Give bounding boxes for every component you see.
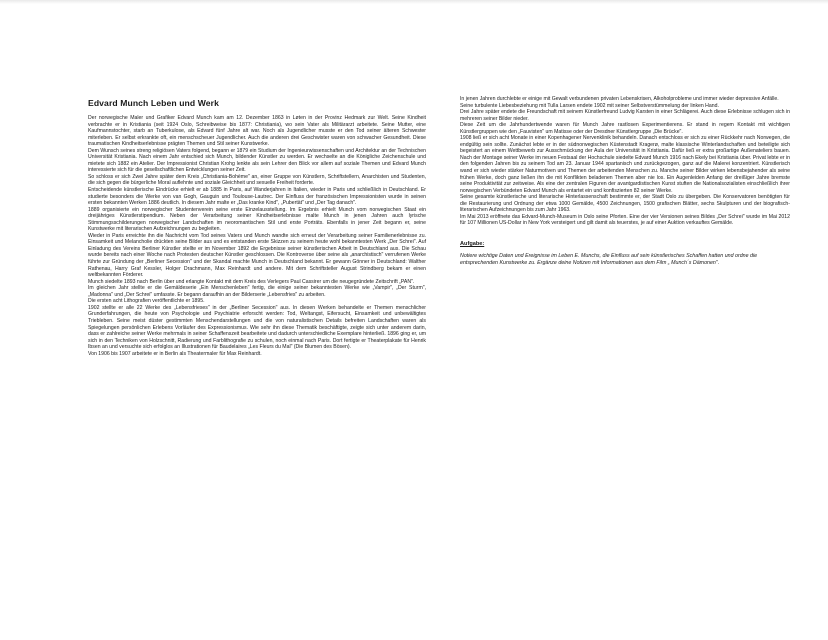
task-text: Notiere wichtige Daten und Ereignisse im Leben E. Munchs, die Einfluss auf sein künstlerisches Schaffen hatten und ordne die entsprechenden Kunstwerke zu. Ergänze deine Notizen mit Informationen aus dem Film „ Munch´s Dämonen".	[460, 252, 758, 266]
paragraph: So schloss er sich Zwei Jahre später dem Kreis „Christiania-Bohème" an, einer Gruppe von Künstlern, Schriftstellern, Anarchisten und Studenten, die sich gegen die bürgerliche Moral auflehnte und soziale Gleichheit und sexuelle Freiheit forderte.	[88, 173, 426, 187]
scan-edge	[0, 0, 828, 4]
document-title: Edvard Munch Leben und Werk	[88, 98, 219, 108]
paragraph: Der norwegische Maler und Grafiker Edvard Munch kam am 12. Dezember 1863 in Løten in der Provinz Hedmark zur Welt. Seine Kindheit verbrachte er in Kristiania (seit 1924 Oslo, Schreibweise bis 1877: Christiania), wo sein Vater als Militärarzt arbeitete. Seine Mutter, eine Kaufmannstochter, starb an Tuberkulose, als Edvard fünf Jahre alt war. Noch als Jugendlicher musste er den Tod seiner älteren Schwester miterleben. Er selbst erkrankte oft, ein menschscheuer Jugendlicher. Auch die anderen drei Geschwister waren von schwacher Gesundheit. Diese traumatischen Kindheitserlebnisse prägten Themen und Stil seiner Kunstwerke.	[88, 115, 426, 148]
left-column	[88, 98, 426, 357]
right-column	[460, 96, 790, 267]
paragraph: Drei Jahre später endete die Freundschaft mit seinem Künstlerfreund Ludvig Karsten in einer Schlägerei. Auch diese Erlebnisse schlugen sich in mehreren seiner Bilder nieder.	[460, 109, 790, 122]
document-page	[68, 84, 790, 604]
task-heading: Aufgabe:	[460, 240, 485, 247]
paragraph: 1889 organisierte ein norwegischer Studentenverein seine erste Einzelausstellung. Im Ergebnis erhielt Munch vom norwegischen Staat ein dreijähriges Künstlerstipendium. Neben der Verarbeitung seiner Kindheitserlebnisse malte Munch in jenen Jahren auch lyrische Stimmungsschilderungen norwegischer Landschaften im neoromantischen Stil und erste Porträts. Ebenfalls in jener Zeit begann er, seine Kunstwerke mit literarischen Aufzeichnungen zu begleiten.	[88, 206, 426, 233]
paragraph: Wieder in Paris erreichte ihn die Nachricht vom Tod seines Vaters und Munch wandte sich erneut der Verarbeitung seiner Familienerlebnisse zu. Einsamkeit und Melancholie drückten seine Bilder aus und es entstanden erste Skizzen zu seinem heute wohl bekanntesten Werk „Der Schrei". Auf Einladung des Vereins Berliner Künstler stellte er im November 1892 die Ergebnisse seiner künstlerischen Arbeit in Deutschland aus. Die Schau wurde bereits nach einer Woche nach Protesten deutscher Künstler geschlossen. Die Kontroverse über seine als „anarchistisch" verrufenen Werke führte zur Gründung der „Berliner Secession" und der Skandal machte Munch in Deutschland bekannt. Er gewann Gönner in Deutschland: Walther Rathenau, Harry Graf Kessler, Holger Drachmann, Max Reinhardt und andere. Mit dem Schriftsteller August Strindberg bekam er einen weltbekannten Förderer.	[88, 232, 426, 279]
paragraph: Im Mai 2013 eröffnete das Edvard-Munch-Museum in Oslo seine Pforten. Eine der vier Versionen seines Bildes „Der Schrei" wurde im Mai 2012 für 107 Millionen US-Dollar in New York versteigert und gilt damit als teuerstes, je auf einer Auktion verkauftes Gemälde.	[460, 213, 790, 227]
paragraph: 1902 stellte er alle 22 Werke des „Lebensfrieses" in der „Berliner Secession" aus. In diesen Werken behandelte er Themen menschlicher Grunderfahrungen, die heute von Psychologie und Psychiatrie erforscht werden: Tod, Weltangst, Eifersucht, Einsamkeit und unbewältigtes Triebleben. Seine meist düster gestimmten Menschendarstellungen und die von naturalistischen Details befreiten Landschaften waren als Spiegelungen persönlichen Erlebens Vorläufer des Expressionismus. Wie sehr ihn diese Thematik beschäftigte, zeigte sich unter anderem darin, dass er zahlreiche seiner Werke mehrmals in seiner Schaffenszeit bearbeitete und dadurch unterschiedliche Exemplare hinterließ. 1896 ging er, um sich in den Techniken von Holzschnitt, Radierung und Farblithografie zu schulen, noch einmal nach Paris. Dort fertigte er Theaterplakate für Henrik Ibsen an und versuchte sich erfolglos an Illustrationen für Baudelaires „Les Fleurs du Mal" (Die Blumen des Bösen).	[88, 304, 426, 351]
paragraph: 1908 ließ er sich acht Monate in einer Kopenhagener Nervenklinik behandeln. Danach entschloss er sich zu einer Rückkehr nach Norwegen, die endgültig sein sollte. Zunächst lebte er in der südnorwegischen Küstenstadt Kragerø, malte klassische Winterlandschaften und beteiligte sich begeistert an einem Wettbewerb zur Ausschmückung der Aula der Universität in Kristiania. Dafür ließ er extra großartige Außenateliers bauen. Nach der Montage seiner Werke im neuen Festsaal der Hochschule siedelte Edvard Munch 1916 nach Ekely bei Kristiania über. Privat lebte er in den folgenden Jahren bis zu seinem Tod am 23. Januar 1944 spartanisch und zurückgezogen, ganz auf die Malerei konzentriert. Künstlerisch wand er sich wieder stärker Naturmotiven und Themen der arbeitenden Menschen zu. Manche seiner Bilder wirken lebensbejahender als seine frühen Werke, doch ganz ließen ihn die mit Konflikten beladenen Themen aber nie los. Ein Augenleiden Anfang der dreißiger Jahre bremste seine Produktivität zur zeitweise. Als eine der zentralen Figuren der avantgardistischen Kunst stuften die Nationalsozialisten einschließlich ihrer norwegischen Verbündeten Edvard Munch als entartet ein und konfiszierten 82 seiner Werke.	[460, 135, 790, 194]
paragraph: Von 1906 bis 1907 arbeitete er in Berlin als Theatermaler für Max Reinhardt.	[88, 350, 262, 357]
paragraph: Munch siedelte 1893 nach Berlin über und erlangte Kontakt mit dem Kreis des Verlegers Paul Cassirer um die neugegründete Zeitschrift „PAN".	[88, 278, 415, 285]
paragraph: Dem Wunsch seines streng religiösen Vaters folgend, begann er 1879 ein Studium der Ingenieurwissenschaften und Architektur an der Technischen Universität Kristiania. Nach einem Jahr entschied sich Munch, bildender Künstler zu werden. Er wechselte an die Königliche Zeichenschule und mietete sich 1882 ein Atelier. Der Impressionist Christian Krohg lenkte als sein Lehrer den Blick vor allem auf soziale Themen und Edvard Munch interessierte sich für die gesellschaftlichen Entwicklungen seiner Zeit.	[88, 147, 426, 174]
paragraph: Entscheidende künstlerische Eindrücke erhielt er ab 1885 in Paris, auf Wanderjahren in Italien, wieder in Paris und schließlich in Deutschland. Er studierte besonders die Werke von van Gogh, Gauguin und Toulouse-Lautrec. Der Einfluss der französischen Impressionisten wurde in seinen ersten bekannten Werken 1886 deutlich. In diesem Jahr malte er „Das kranke Kind", „Pubertät" und „Der Tag danach".	[88, 187, 426, 207]
paragraph: Diese Zeit um die Jahrhundertwende waren für Munch Jahre rastlosen Experimentierens. Er stand in regem Kontakt mit wichtigen Künstlergruppen wie den „Fauvisten" um Matisse oder der Dresdner Künstlergruppe „Die Brücke".	[460, 122, 790, 135]
paragraph: In jenen Jahren durchlebte er einige mit Gewalt verbundenen privaten Lebenskrisen, Alkoholprobleme und immer wieder depressive Anfälle.	[460, 96, 779, 102]
paragraph: Die ersten acht Lithografien veröffentlichte er 1895.	[88, 298, 205, 305]
paragraph: Im gleichen Jahr stellte er die Gemäldeserie „Ein Menschenleben" fertig, die einige seiner bekanntesten Werke wie „Vampir", „Der Sturm", „Madonna" und „Der Schrei" umfasste. Er begann daraufhin an der Bilderserie „Lebensfries" zu arbeiten.	[88, 285, 426, 298]
paragraph: Seine turbulente Liebesbeziehung mit Tulla Larsen endete 1902 mit seiner Selbstverstümmelung der linken Hand.	[460, 102, 719, 109]
paragraph: Seine gesamte künstlerische und literarische Hinterlassenschaft bestimmte er, der Stadt Oslo zu übergeben. Die Konservatoren benötigten für die Restaurierung und Ordnung der etwa 1000 Gemälde, 4500 Zeichnungen, 1500 grafischen Blätter, sechs Skulpturen und der biografisch-literarischen Aufzeichnungen bis zum Jahr 1963.	[460, 194, 790, 214]
